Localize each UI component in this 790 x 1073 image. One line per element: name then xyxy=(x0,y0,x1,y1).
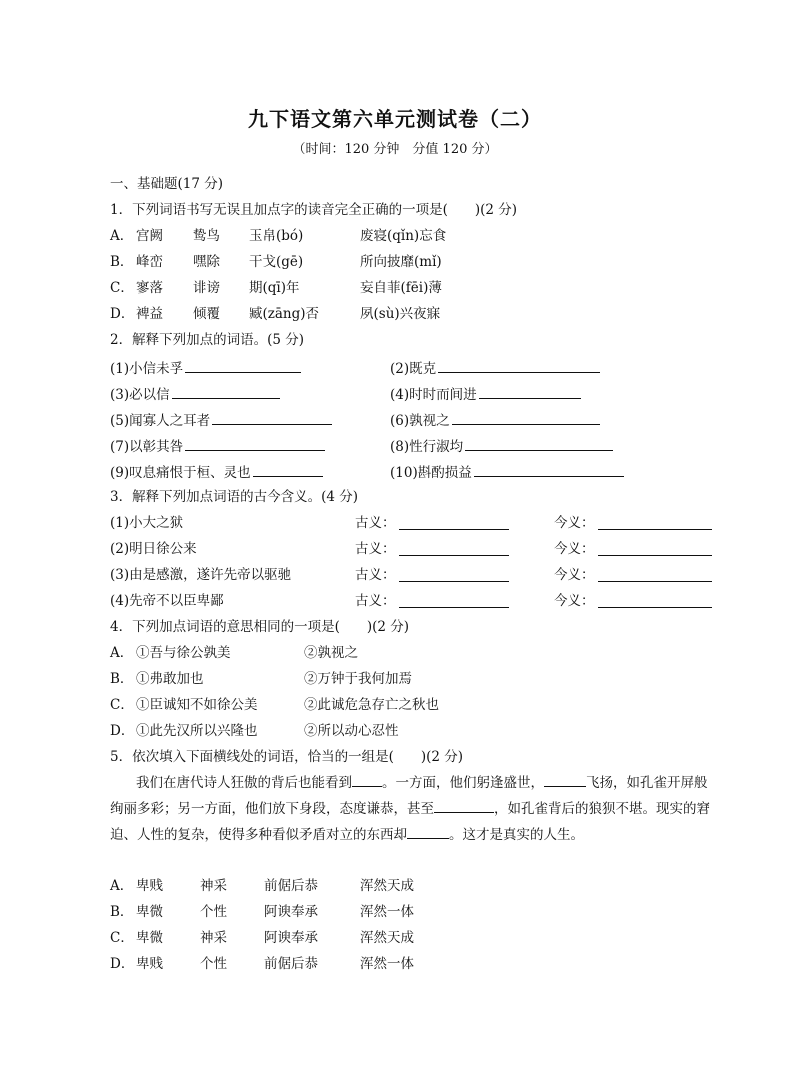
answer-blank[interactable] xyxy=(185,358,301,373)
question-3-stem: 3．解释下列加点词语的古今含义。(4 分) xyxy=(110,489,359,505)
section-heading: 一、基础题(17 分) xyxy=(110,176,224,192)
exam-page: 九下语文第六单元测试卷（二） （时间：120 分钟 分值 120 分） 一、基础题(17 分) 1．下列词语书写无误且加点字的读音完全正确的一项是( )(2 分) A． 宫阙 鸷鸟 玉帛(bó) 废寝(qǐn)忘食 B． 峰峦 嘿除 干戈(gē) 所向披靡(mǐ) C． 寥落 诽谤 期(qī)年 妄自菲(fēi)薄 D． 裨益 倾覆 臧(zāng)否 夙(sù)兴夜寐 2．解释下列加点的词语。(5 分) (1)小信未孚 (2)既克 (3)必以信 (4)时时而间进 (5)闻寡人之耳者 (6)孰视之 (7)以彰其咎 (8)性行淑均 (9)叹息痛恨于桓、灵也 (10)斟酌损益 3．解释下列加点词语的古今含义。(4 分) (1)小大之狱 古义： 今义： (2)明日徐公来 古义： 今义： (3)由是感激，遂许先帝以驱驰 古义： 今义： (4)先帝不以臣卑鄙 古义： 今义： 4．下列加点词语的意思相同的一项是( )(2 分) A． ①吾与徐公孰美 ②孰视之 B． ①弗敢加也 ②万钟于我何加焉 C． ①臣诚知不如徐公美 ②此诚危急存亡之秋也 D． ①此先汉所以兴隆也 ②所以动心忍性 5．依次填入下面横线处的词语，恰当的一组是( )(2 分) 我们在唐代诗人狂傲的背后也能看到 。一方面，他们躬逢盛世， 飞扬，如孔雀开屏般绚丽多彩；另一方面，他们放下身段，态度谦恭，甚至 ，如孔雀背后的狼狈不堪。现实的窘迫、人性的复杂，使得多种看似矛盾对立的东西却 。这才是真实的人生。 A． 卑贱 神采 前倨后恭 浑然天成 B． 卑微 个性 阿谀奉承 浑然一体 C． 卑微 神采 阿谀奉承 浑然天成 D． 卑贱 个性 前倨后恭 浑然一体 xyxy=(0,0,790,1073)
answer-blank[interactable] xyxy=(465,436,613,451)
answer-blank[interactable] xyxy=(253,462,323,477)
answer-blank[interactable] xyxy=(407,824,449,839)
question-4-stem: 4．下列加点词语的意思相同的一项是( )(2 分) xyxy=(110,619,410,635)
q2-item: (3)必以信 xyxy=(110,384,280,404)
answer-blank[interactable] xyxy=(474,462,624,477)
answer-blank[interactable] xyxy=(172,384,280,399)
answer-blank[interactable] xyxy=(438,358,600,373)
answer-blank[interactable] xyxy=(452,410,600,425)
q2-item: (6)孰视之 xyxy=(390,410,600,430)
q2-item: (8)性行淑均 xyxy=(390,436,613,456)
question-2-stem: 2．解释下列加点的词语。(5 分) xyxy=(110,332,305,348)
answer-blank[interactable] xyxy=(598,515,712,530)
question-1-stem: 1．下列词语书写无误且加点字的读音完全正确的一项是( )(2 分) xyxy=(110,202,518,218)
page-subtitle: （时间：120 分钟 分值 120 分） xyxy=(292,142,498,157)
answer-blank[interactable] xyxy=(399,541,509,556)
question-5-passage: 我们在唐代诗人狂傲的背后也能看到 。一方面，他们躬逢盛世， 飞扬，如孔雀开屏般绚丽多彩；另一方面，他们放下身段，态度谦恭，甚至 ，如孔雀背后的狼狈不堪。现实的窘迫、人性的复杂，使得多种看似矛盾对立的东西却 。这才是真实的人生。 xyxy=(110,770,712,848)
answer-blank[interactable] xyxy=(352,772,382,787)
answer-blank[interactable] xyxy=(598,593,712,608)
answer-blank[interactable] xyxy=(399,515,509,530)
answer-blank[interactable] xyxy=(479,384,581,399)
q2-item: (1)小信未孚 xyxy=(110,358,301,378)
q2-item: (9)叹息痛恨于桓、灵也 xyxy=(110,462,323,482)
answer-blank[interactable] xyxy=(598,541,712,556)
answer-blank[interactable] xyxy=(399,567,509,582)
answer-blank[interactable] xyxy=(212,410,332,425)
q2-item: (2)既克 xyxy=(390,358,600,378)
q2-item: (7)以彰其咎 xyxy=(110,436,325,456)
q2-item: (4)时时而间进 xyxy=(390,384,581,404)
answer-blank[interactable] xyxy=(544,772,586,787)
page-title: 九下语文第六单元测试卷（二） xyxy=(248,107,542,131)
answer-blank[interactable] xyxy=(399,593,509,608)
answer-blank[interactable] xyxy=(598,567,712,582)
q2-item: (10)斟酌损益 xyxy=(390,462,624,482)
answer-blank[interactable] xyxy=(434,798,494,813)
q2-item: (5)闻寡人之耳者 xyxy=(110,410,332,430)
answer-blank[interactable] xyxy=(185,436,325,451)
question-5-stem: 5．依次填入下面横线处的词语，恰当的一组是( )(2 分) xyxy=(110,749,464,765)
